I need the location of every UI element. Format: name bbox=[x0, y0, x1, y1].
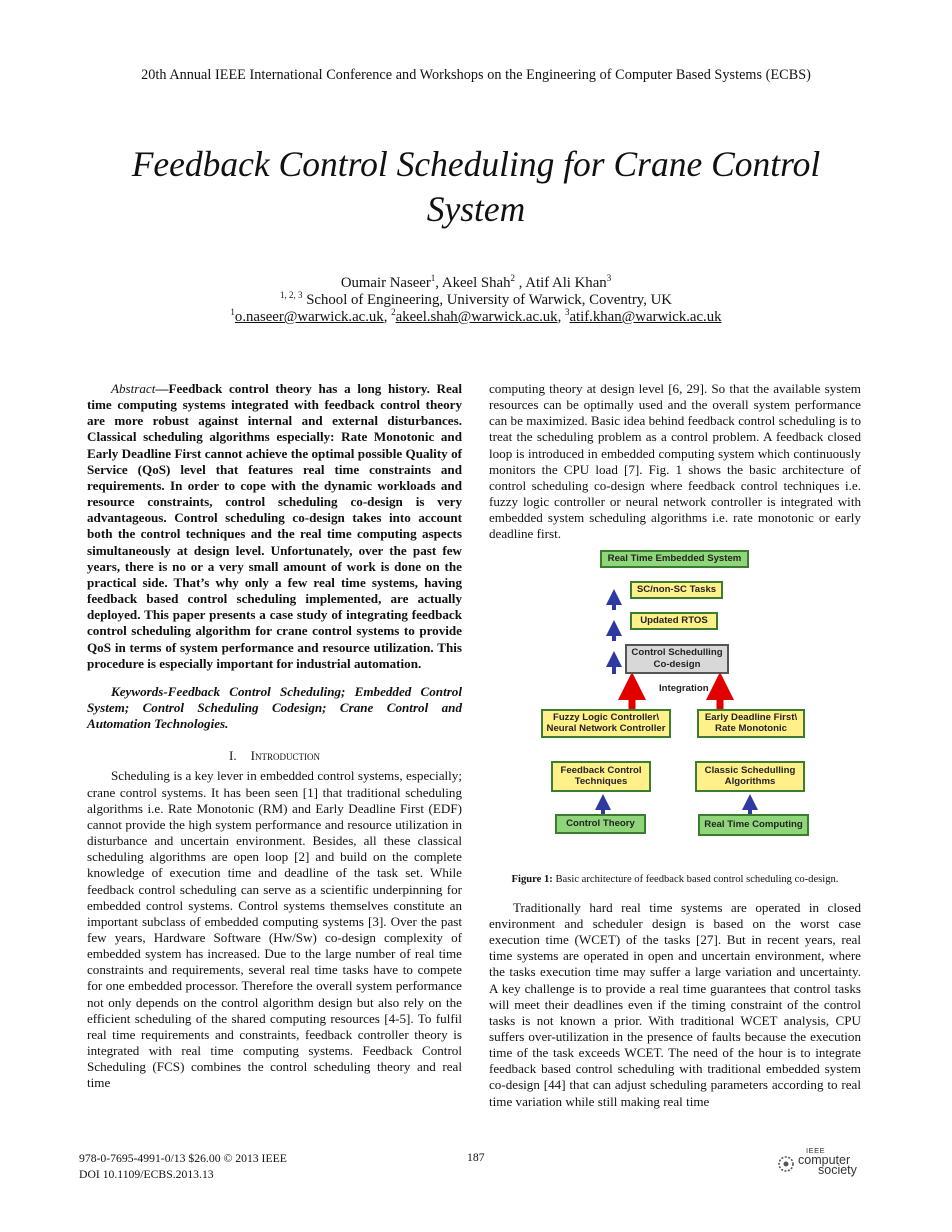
email-link[interactable]: o.naseer@warwick.ac.uk bbox=[234, 309, 384, 325]
node-classic-scheduling-algorithms bbox=[695, 761, 805, 792]
email-sup: 1 bbox=[230, 307, 235, 317]
logo-ieee: IEEE bbox=[806, 1146, 826, 1155]
footer-doi: DOI 10.1109/ECBS.2013.13 bbox=[79, 1168, 214, 1181]
abstract bbox=[87, 381, 462, 672]
logo-computer: computer bbox=[798, 1153, 851, 1167]
author-name: Oumair Naseer bbox=[340, 275, 431, 291]
footer-isbn: 978-0-7695-4991-0/13 $26.00 © 2013 IEEE bbox=[79, 1152, 287, 1165]
node-line: Rate Monotonic bbox=[715, 723, 787, 735]
node-line: Techniques bbox=[574, 776, 628, 788]
right-column bbox=[489, 381, 861, 1110]
author-name: Atif Ali Khan bbox=[525, 275, 607, 291]
caption-label: Figure 1: bbox=[511, 873, 553, 885]
author-names: Oumair Naseer$^1$, Akeel Shah$^2$ , Atif Ali Khan$^3$ bbox=[340, 273, 612, 291]
intro-paragraph-1-continued: computing theory at design level [6, 29]. So that the available system resources can be optimally used and the overall system performance can be maximized. Basic idea behind feedback control scheduling is to treat the scheduling problem as a control problem. A feedback closed loop is introduced in embedded computing system which continuously monitors the CPU load [7]. Fig. 1 shows the basic architecture of control scheduling co-design where feedback control techniques i.e. fuzzy logic controller or neural network controller is integrated with embedded system scheduling algorithms i.e. rate monotonic or early deadline first. bbox=[489, 381, 861, 542]
node-real-time-computing: Real Time Computing bbox=[698, 814, 809, 836]
email-link[interactable]: atif.khan@warwick.ac.uk bbox=[569, 309, 722, 325]
node-line: Classic Schedulling bbox=[704, 764, 796, 776]
email-sup: 3 bbox=[564, 307, 570, 317]
intro-paragraph-1: Scheduling is a key lever in embedded control systems, especially; crane control systems. It has been seen [1] that traditional scheduling algorithms i.e. Rate Monotonic (RM) and Early Deadline First (EDF) cannot provide the high system performance and resource utilization in disturbance and uncertain environment. Besides, all these classical scheduling algorithms are open loop [2] and build on the complete knowledge of execution time and deadline of the task set. While feedback control scheduling can serve as a scientific underpinning for embedded control systems. Control systems themselves constitute an important subclass of embedded computing systems [3]. Over the past few years, Hardware Software (Hw/Sw) co-design complexity of embedded system has increased. Due to the large number of real time constraints and requirements, several real time tasks have to compete for one embedded processor. Therefore the overall system performance not only depends on the control algorithm design but also rely on the efficient scheduling of the shared computing resources [4-5]. To fulfil real time requirements and constraints, feedback controller theory is integrated with real time computing systems. Feedback Control Scheduling (FCS) combines the control scheduling theory and real time bbox=[87, 768, 462, 1091]
affiliation-text: School of Engineering, University of Warwick, Coventry, UK bbox=[306, 292, 672, 308]
node-line: Feedback Control bbox=[560, 764, 642, 776]
node-control-scheduling-codesign bbox=[625, 644, 729, 674]
abstract-text: Feedback control theory has a long history. Real time computing systems integrated with feedback control theory are more robust against internal and external disturbances. Classical scheduling algorithms especially: Rate Monotonic and Early Deadline First cannot achieve the optimal possible Quality of Service (QoS) level that features real time constraints and requirements. In order to cope with the dynamic workloads and resource constraints, control scheduling co-design is very advantageous. Control scheduling co-design takes into account both the control techniques and the real time computing aspects simultaneously at design level. Unfortunately, over the past few years, there is no or a very small amount of work is done on the practical side. That’s why only a few real time systems, having feedback based control scheduling implemented, are actually deployed. This paper presents a case study of integrating feedback control scheduling algorithm for crane control systems to provide QoS in terms of system performance and resource utilization. This procedure is especially important for industrial automation. bbox=[87, 381, 462, 671]
logo-society: society bbox=[818, 1163, 857, 1177]
ieee-computer-society-logo bbox=[776, 1146, 866, 1180]
figure-caption bbox=[489, 872, 861, 888]
section-number: I. bbox=[229, 748, 237, 764]
footer-left bbox=[79, 1151, 287, 1183]
abstract-dash: — bbox=[155, 381, 169, 396]
node-feedback-control-techniques bbox=[551, 761, 651, 792]
author-sup: 3 bbox=[606, 273, 612, 283]
caption-text: Basic architecture of feedback based control scheduling co-design. bbox=[555, 873, 839, 885]
paper-title: Feedback Control Scheduling for Crane Control System bbox=[131, 144, 821, 229]
figure-1-diagram bbox=[489, 550, 861, 872]
node-line: Co-design bbox=[653, 658, 701, 670]
node-control-theory: Control Theory bbox=[555, 814, 646, 834]
node-line: Early Deadline First\ bbox=[704, 711, 798, 723]
node-line: Control Schedulling bbox=[631, 647, 723, 659]
left-column bbox=[87, 381, 462, 1092]
affiliation bbox=[0, 292, 952, 309]
node-updated-rtos: Updated RTOS bbox=[630, 612, 718, 630]
conference-header: 20th Annual IEEE International Conference and Workshops on the Engineering of Computer Based Systems (ECBS) bbox=[141, 67, 811, 83]
author-name: Akeel Shah bbox=[441, 275, 511, 291]
intro-paragraph-2: Traditionally hard real time systems are operated in closed environment and scheduler design is based on the worst case execution time (WCET) of the tasks [27]. But in recent years, real time systems are operated in open and uncertain environment, where the tasks execution time may suffer a large variation and uncertainty. A key challenge is to provide a real time guarantees that control tasks will meet their deadlines even if the timing constraint of the control tasks is not known a prior. With traditional WCET analysis, CPU suffers over-utilization in the presence of faults because the execution time of the task exceeds WCET. The need of the hour is to integrate feedback based control scheduling with traditional embedded system co-design [44] that can adjust scheduling parameters according to real time variation while still making real time bbox=[489, 899, 861, 1109]
node-sc-tasks: SC/non-SC Tasks bbox=[630, 581, 723, 599]
node-line: Algorithms bbox=[724, 776, 776, 788]
node-line: Neural Network Controller bbox=[546, 723, 666, 735]
page-number: 187 bbox=[467, 1151, 485, 1164]
author-sup: 1 bbox=[430, 273, 436, 283]
node-real-time-embedded-system: Real Time Embedded System bbox=[600, 550, 749, 568]
section-title: Introduction bbox=[250, 748, 320, 764]
keywords: Keywords-Feedback Control Scheduling; Embedded Control System; Control Scheduling Codesign; Crane Control and Automation Technologies. bbox=[87, 683, 462, 732]
abstract-label: Abstract bbox=[111, 381, 156, 396]
affiliation-sup: 1, 2, 3 bbox=[280, 290, 303, 300]
author-emails: $^1$o.naseer@warwick.ac.uk, $^2$akeel.shah@warwick.ac.uk, $^3$atif.khan@warwick.ac.uk bbox=[230, 307, 722, 325]
author-block bbox=[0, 275, 952, 326]
email-sup: 2 bbox=[391, 307, 396, 317]
node-fuzzy-neural-controller bbox=[541, 709, 671, 738]
society-emblem-icon bbox=[776, 1154, 796, 1174]
section-heading bbox=[87, 748, 462, 764]
node-edf-rate-monotonic bbox=[697, 709, 805, 738]
integration-label: Integration bbox=[659, 682, 709, 694]
author-sup: 2 bbox=[510, 273, 516, 283]
email-link[interactable]: akeel.shah@warwick.ac.uk bbox=[395, 309, 558, 325]
node-line: Fuzzy Logic Controller\ bbox=[552, 711, 660, 723]
